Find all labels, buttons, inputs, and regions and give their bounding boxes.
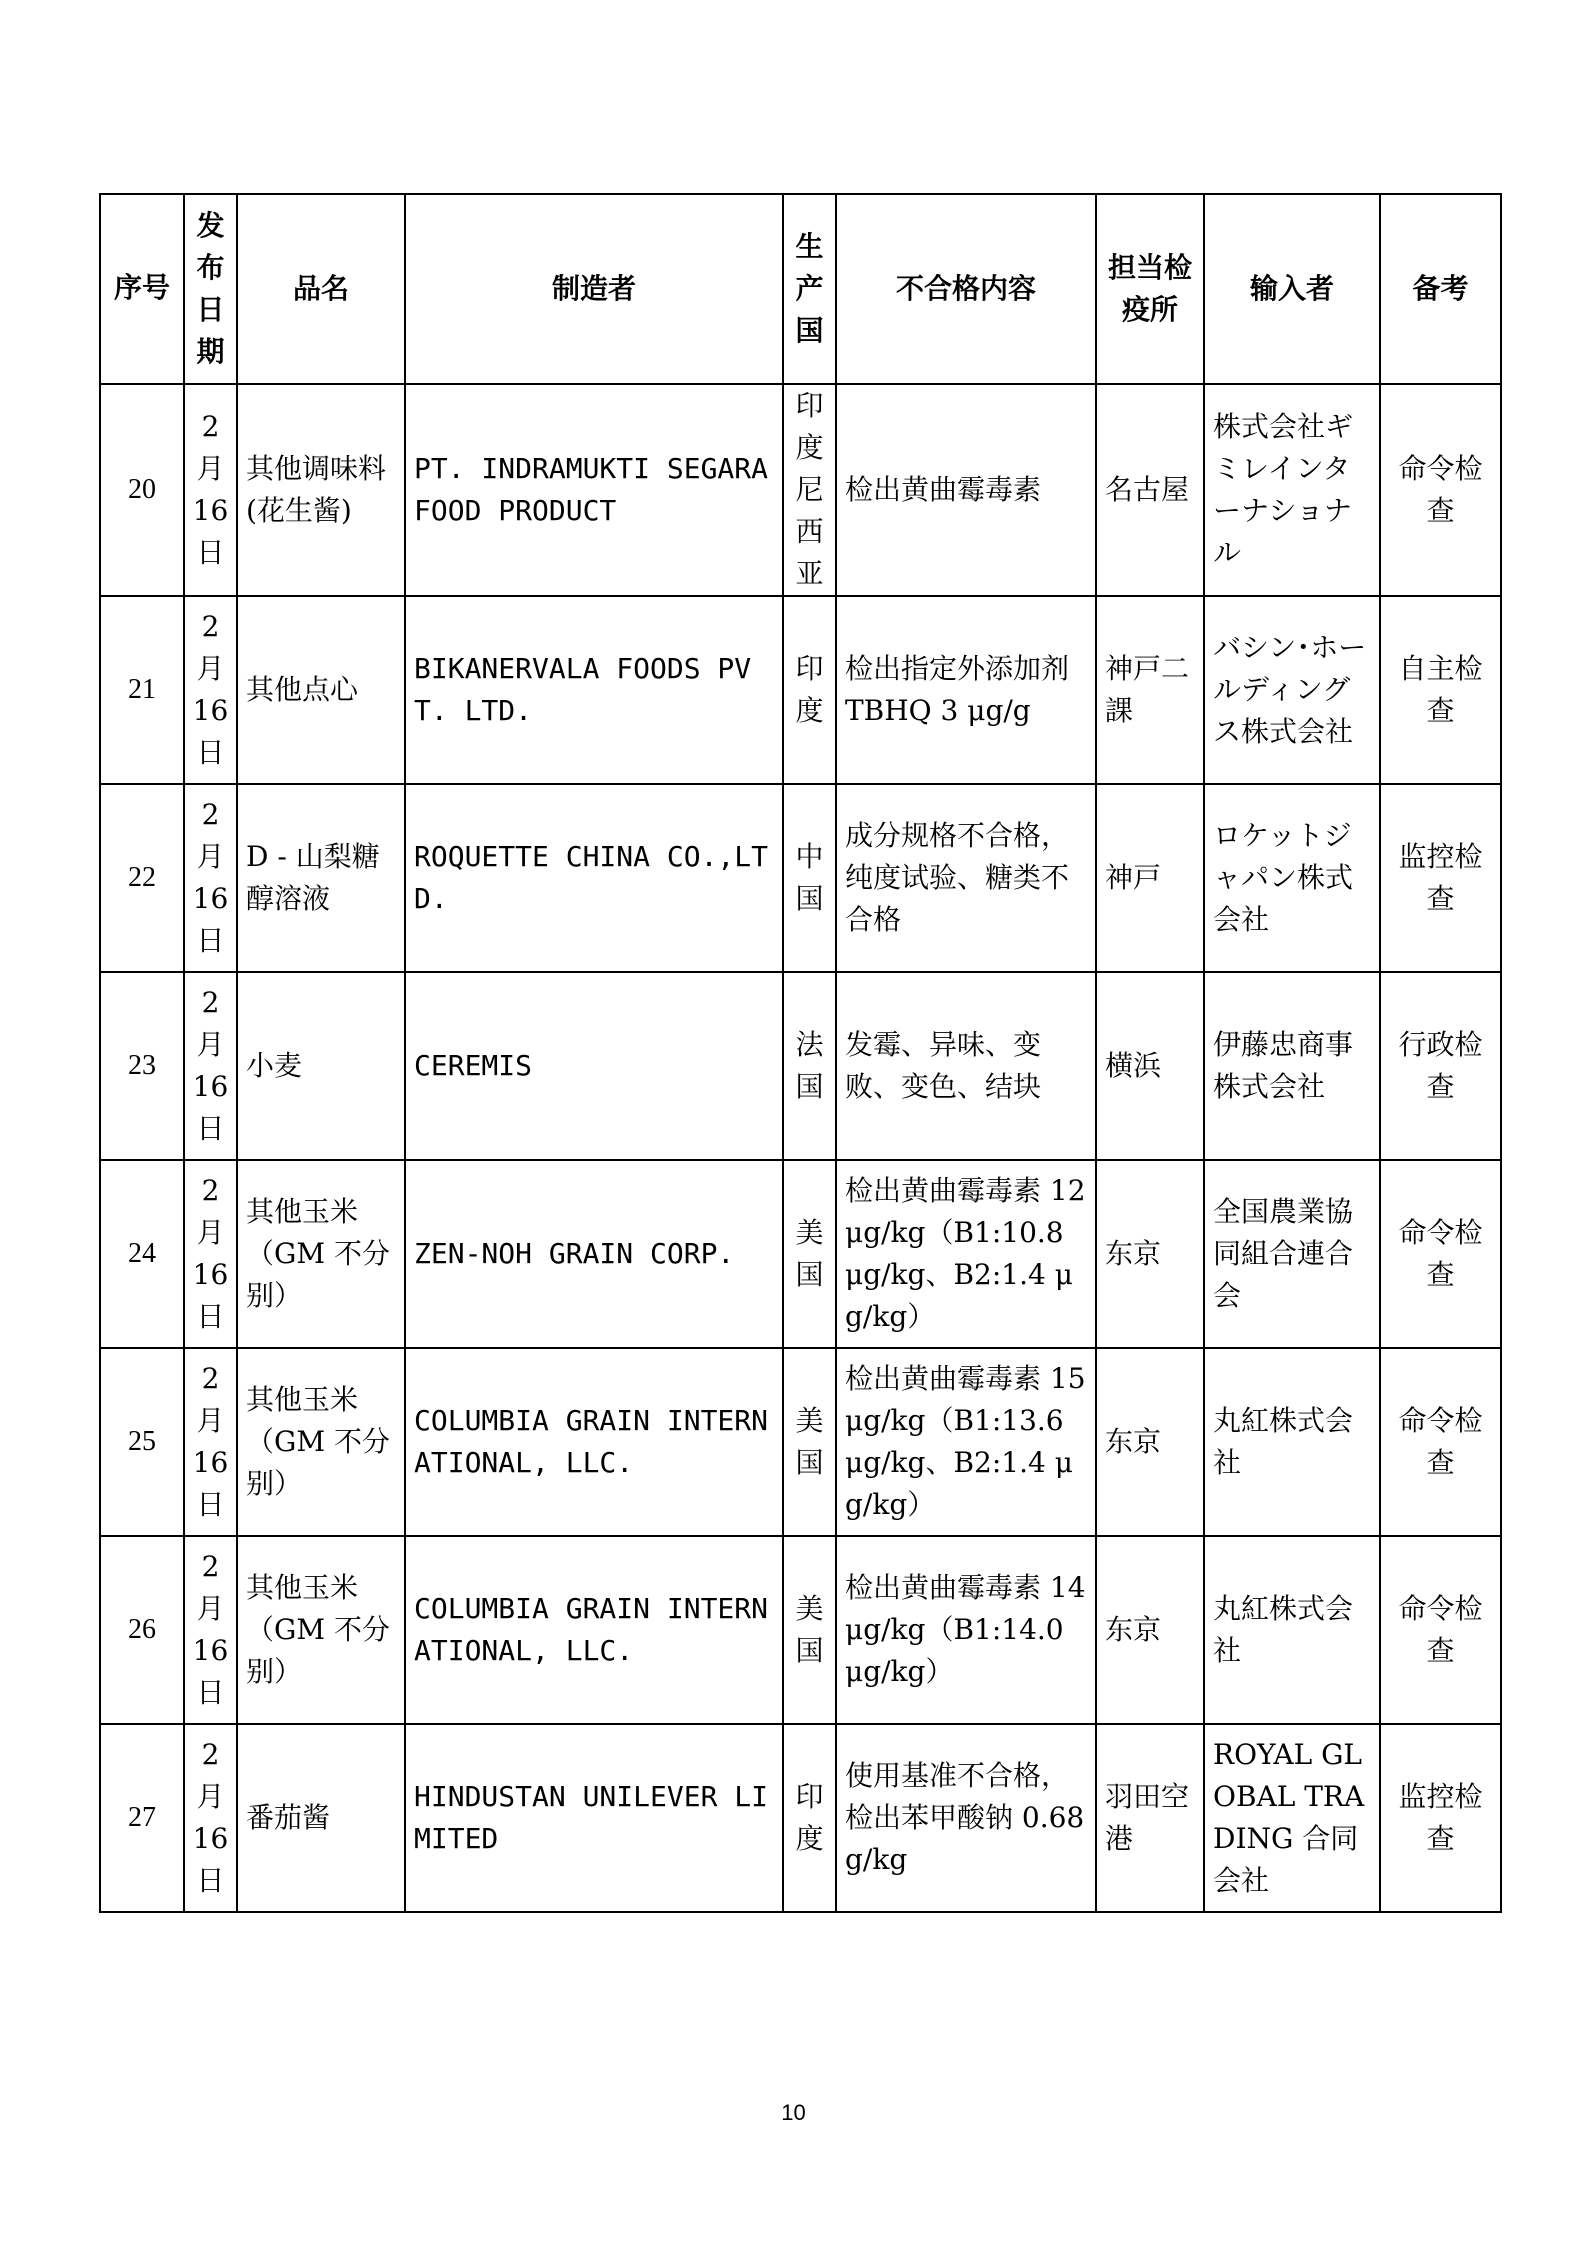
- cell-product: D - 山梨糖醇溶液: [237, 784, 405, 972]
- cell-product: 其他玉米（GM 不分别）: [237, 1536, 405, 1724]
- table-row: [100, 596, 1501, 784]
- cell-country: 美国: [783, 1160, 836, 1348]
- cell-no: 22: [100, 784, 184, 972]
- cell-maker: BIKANERVALA FOODS PVT. LTD.: [405, 596, 783, 784]
- rejection-table: [99, 193, 1502, 1913]
- cell-station: 东京: [1096, 1160, 1204, 1348]
- header-no: 序号: [100, 194, 184, 384]
- cell-country: 中国: [783, 784, 836, 972]
- cell-country: 美国: [783, 1348, 836, 1536]
- cell-product: 其他玉米（GM 不分别）: [237, 1160, 405, 1348]
- cell-country: 印度: [783, 1724, 836, 1912]
- cell-product: 其他玉米（GM 不分别）: [237, 1348, 405, 1536]
- cell-date: 2月16日: [184, 784, 237, 972]
- cell-product: 其他点心: [237, 596, 405, 784]
- cell-station: 名古屋: [1096, 384, 1204, 596]
- cell-defect: 检出黄曲霉毒素: [836, 384, 1096, 596]
- cell-no: 21: [100, 596, 184, 784]
- cell-maker: ROQUETTE CHINA CO.,LTD.: [405, 784, 783, 972]
- cell-importer: 株式会社ギミレインターナショナル: [1204, 384, 1380, 596]
- cell-importer: ROYAL GLOBAL TRADING 合同会社: [1204, 1724, 1380, 1912]
- cell-defect: 成分规格不合格，纯度试验、糖类不合格: [836, 784, 1096, 972]
- header-row: [100, 194, 1501, 384]
- cell-remark: 自主检查: [1380, 596, 1501, 784]
- cell-maker: ZEN-NOH GRAIN CORP.: [405, 1160, 783, 1348]
- cell-remark: 命令检查: [1380, 1160, 1501, 1348]
- page-number: 10: [781, 2100, 806, 2125]
- header-maker: 制造者: [405, 194, 783, 384]
- cell-no: 27: [100, 1724, 184, 1912]
- cell-defect: 使用基准不合格，检出苯甲酸钠 0.68g/kg: [836, 1724, 1096, 1912]
- cell-importer: 丸紅株式会社: [1204, 1348, 1380, 1536]
- cell-defect: 检出黄曲霉毒素 12 μg/kg（B1:10.8 μg/kg、B2:1.4 μg/kg）: [836, 1160, 1096, 1348]
- cell-date: 2月16日: [184, 1724, 237, 1912]
- cell-station: 东京: [1096, 1348, 1204, 1536]
- cell-defect: 检出黄曲霉毒素 15 μg/kg（B1:13.6 μg/kg、B2:1.4 μg/kg）: [836, 1348, 1096, 1536]
- table-row: [100, 1160, 1501, 1348]
- cell-no: 23: [100, 972, 184, 1160]
- header-product: 品名: [237, 194, 405, 384]
- cell-remark: 监控检查: [1380, 784, 1501, 972]
- header-importer: 输入者: [1204, 194, 1380, 384]
- table-row: [100, 384, 1501, 596]
- header-defect: 不合格内容: [836, 194, 1096, 384]
- cell-country: 美国: [783, 1536, 836, 1724]
- cell-remark: 命令检查: [1380, 384, 1501, 596]
- cell-maker: COLUMBIA GRAIN INTERNATIONAL, LLC.: [405, 1348, 783, 1536]
- header-remark: 备考: [1380, 194, 1501, 384]
- cell-product: 番茄酱: [237, 1724, 405, 1912]
- cell-maker: PT. INDRAMUKTI SEGARA FOOD PRODUCT: [405, 384, 783, 596]
- cell-importer: ロケットジャパン株式会社: [1204, 784, 1380, 972]
- cell-importer: バシン･ホールディングス株式会社: [1204, 596, 1380, 784]
- cell-importer: 伊藤忠商事株式会社: [1204, 972, 1380, 1160]
- header-station: 担当检疫所: [1096, 194, 1204, 384]
- cell-remark: 监控检查: [1380, 1724, 1501, 1912]
- cell-importer: 丸紅株式会社: [1204, 1536, 1380, 1724]
- cell-station: 神戸: [1096, 784, 1204, 972]
- cell-no: 25: [100, 1348, 184, 1536]
- cell-country: 印度尼西亚: [783, 384, 836, 596]
- cell-date: 2月16日: [184, 1160, 237, 1348]
- cell-country: 印度: [783, 596, 836, 784]
- cell-maker: HINDUSTAN UNILEVER LIMITED: [405, 1724, 783, 1912]
- cell-maker: CEREMIS: [405, 972, 783, 1160]
- cell-station: 东京: [1096, 1536, 1204, 1724]
- cell-country: 法国: [783, 972, 836, 1160]
- cell-station: 横浜: [1096, 972, 1204, 1160]
- cell-importer: 全国農業協同組合連合会: [1204, 1160, 1380, 1348]
- table-row: [100, 972, 1501, 1160]
- table-row: [100, 1348, 1501, 1536]
- cell-date: 2月16日: [184, 972, 237, 1160]
- cell-station: 神戸二課: [1096, 596, 1204, 784]
- cell-defect: 发霉、异味、变败、变色、结块: [836, 972, 1096, 1160]
- cell-product: 小麦: [237, 972, 405, 1160]
- cell-date: 2月16日: [184, 596, 237, 784]
- table-row: [100, 784, 1501, 972]
- cell-station: 羽田空港: [1096, 1724, 1204, 1912]
- header-date: 发布日期: [184, 194, 237, 384]
- table-row: [100, 1536, 1501, 1724]
- cell-remark: 命令检查: [1380, 1348, 1501, 1536]
- table-row: [100, 1724, 1501, 1912]
- cell-date: 2月16日: [184, 1348, 237, 1536]
- cell-remark: 行政检查: [1380, 972, 1501, 1160]
- header-country: 生产国: [783, 194, 836, 384]
- cell-no: 20: [100, 384, 184, 596]
- cell-defect: 检出黄曲霉毒素 14 μg/kg（B1:14.0 μg/kg）: [836, 1536, 1096, 1724]
- cell-remark: 命令检查: [1380, 1536, 1501, 1724]
- cell-no: 26: [100, 1536, 184, 1724]
- cell-date: 2月16日: [184, 384, 237, 596]
- cell-defect: 检出指定外添加剂 TBHQ 3 μg/g: [836, 596, 1096, 784]
- cell-date: 2月16日: [184, 1536, 237, 1724]
- cell-no: 24: [100, 1160, 184, 1348]
- cell-maker: COLUMBIA GRAIN INTERNATIONAL, LLC.: [405, 1536, 783, 1724]
- cell-product: 其他调味料(花生酱): [237, 384, 405, 596]
